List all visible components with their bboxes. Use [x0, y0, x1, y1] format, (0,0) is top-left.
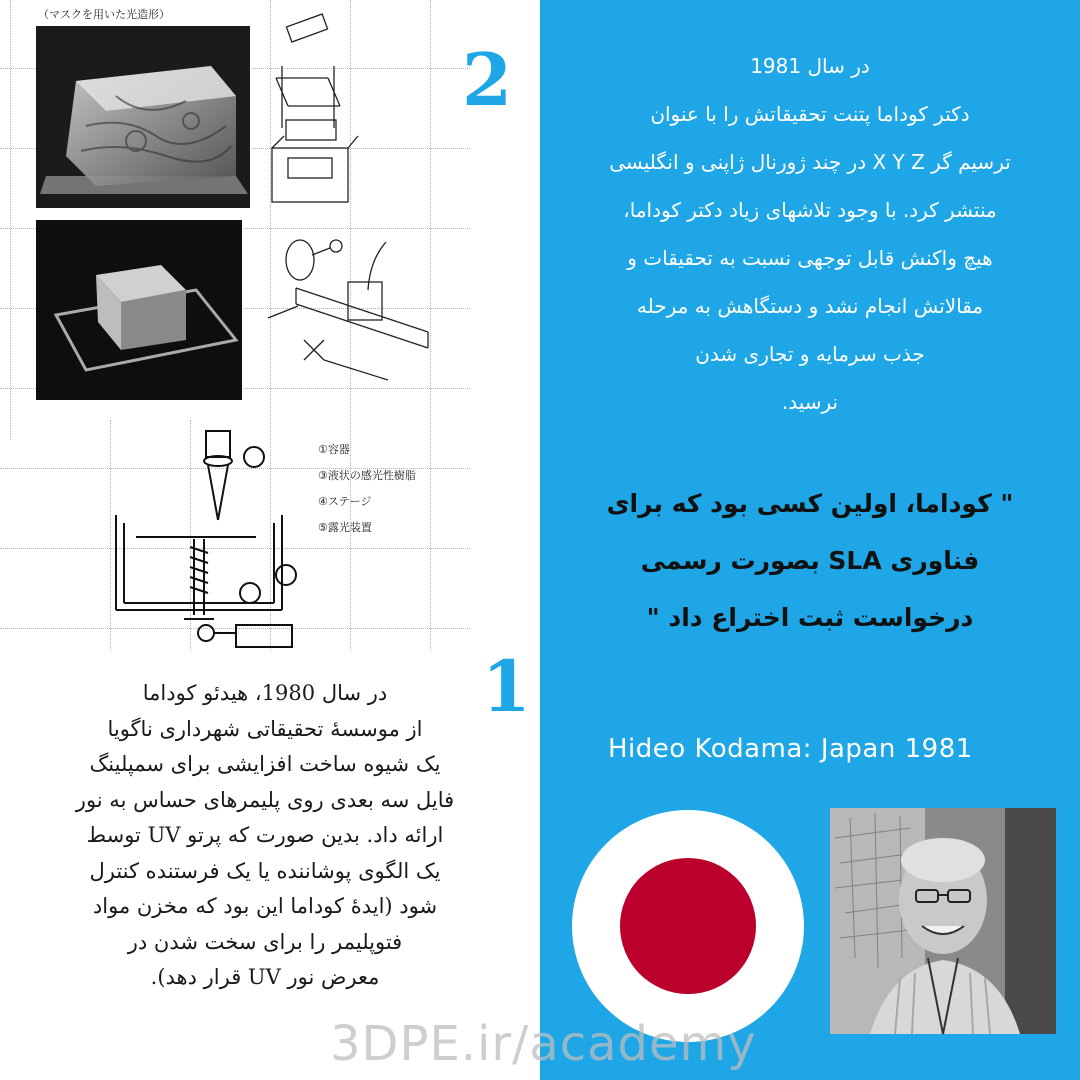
- legend-item: ⑤露光装置: [318, 521, 372, 534]
- quote-line: " کوداما، اولین کسی بود که برای: [606, 489, 1014, 518]
- vat-schematic: [110, 425, 310, 655]
- quote-line: درخواست ثبت اختراع داد ": [646, 603, 974, 632]
- printed-part-image: [36, 26, 250, 208]
- paragraph-line: ترسیم گر X Y Z در چند ژورنال ژاپنی و انگلیسی: [609, 150, 1011, 174]
- diagram-caption: （マスクを用いた光造形）: [38, 8, 170, 21]
- flag-sun: [620, 858, 756, 994]
- paragraph-line: هیچ واکنش قابل توجهی نسبت به تحقیقات و: [627, 246, 993, 270]
- portrait-image: [830, 808, 1056, 1034]
- laser-setup-schematic: [258, 220, 458, 400]
- quote-line: فناوری SLA بصورت رسمی: [640, 546, 980, 575]
- paragraph-line: جذب سرمایه و تجاری شدن: [695, 342, 925, 366]
- paragraph-line: نرسید.: [781, 390, 839, 414]
- paragraph-line: از موسسهٔ تحقیقاتی شهرداری ناگویا: [107, 716, 423, 741]
- step-number-1: 1: [482, 645, 531, 728]
- cube-photo: [36, 220, 242, 400]
- paragraph-line: ارائه داد. بدین صورت که پرتو UV توسط: [86, 823, 444, 847]
- paragraph-line: دکتر کوداما پتنت تحقیقاتش را با عنوان: [650, 102, 970, 126]
- name-caption: Hideo Kodama: Japan 1981: [608, 734, 973, 764]
- grid-line: [10, 0, 11, 440]
- paragraph-line: در سال 1981: [750, 54, 870, 78]
- step-number-2: 2: [462, 37, 513, 122]
- legend-item: ④ステージ: [318, 495, 372, 508]
- paragraph-line: فتوپلیمر را برای سخت شدن در: [127, 929, 403, 954]
- paragraph-line: یک الگوی پوشاننده یا یک فرستنده کنترل: [89, 858, 441, 883]
- paragraph-line: منتشر کرد. با وجود تلاشهای زیاد دکتر کوداما،: [623, 198, 997, 222]
- paragraph-line: شود (ایدهٔ کوداما این بود که مخزن مواد: [92, 894, 438, 918]
- right-panel: [462, 0, 1080, 1080]
- diagram-legend: [318, 437, 416, 541]
- legend-item: ③液状の感光性樹脂: [318, 469, 416, 482]
- paragraph-line: مقالاتش انجام نشد و دستگاهش به مرحله: [636, 294, 984, 318]
- watermark-text: 3DPE.ir/academy: [330, 1016, 757, 1072]
- legend-item: ①容器: [318, 443, 350, 456]
- right-paragraph: [560, 42, 1060, 426]
- quote-block: [560, 475, 1060, 646]
- cube-image: [36, 220, 242, 400]
- paragraph-line: یک شیوه ساخت افزایشی برای سمپلینگ: [89, 752, 441, 776]
- paragraph-line: معرض نور UV قرار دهد).: [150, 965, 380, 989]
- japan-flag-icon: [572, 810, 804, 1042]
- left-paragraph: [40, 676, 490, 996]
- paragraph-line: فایل سه بعدی روی پلیمرهای حساس به نور: [75, 787, 455, 812]
- paragraph-line: در سال 1980، هیدئو کوداما: [142, 681, 388, 705]
- exploded-schematic: [258, 8, 378, 213]
- printed-part-photo: [36, 26, 250, 208]
- portrait-photo: [830, 808, 1056, 1034]
